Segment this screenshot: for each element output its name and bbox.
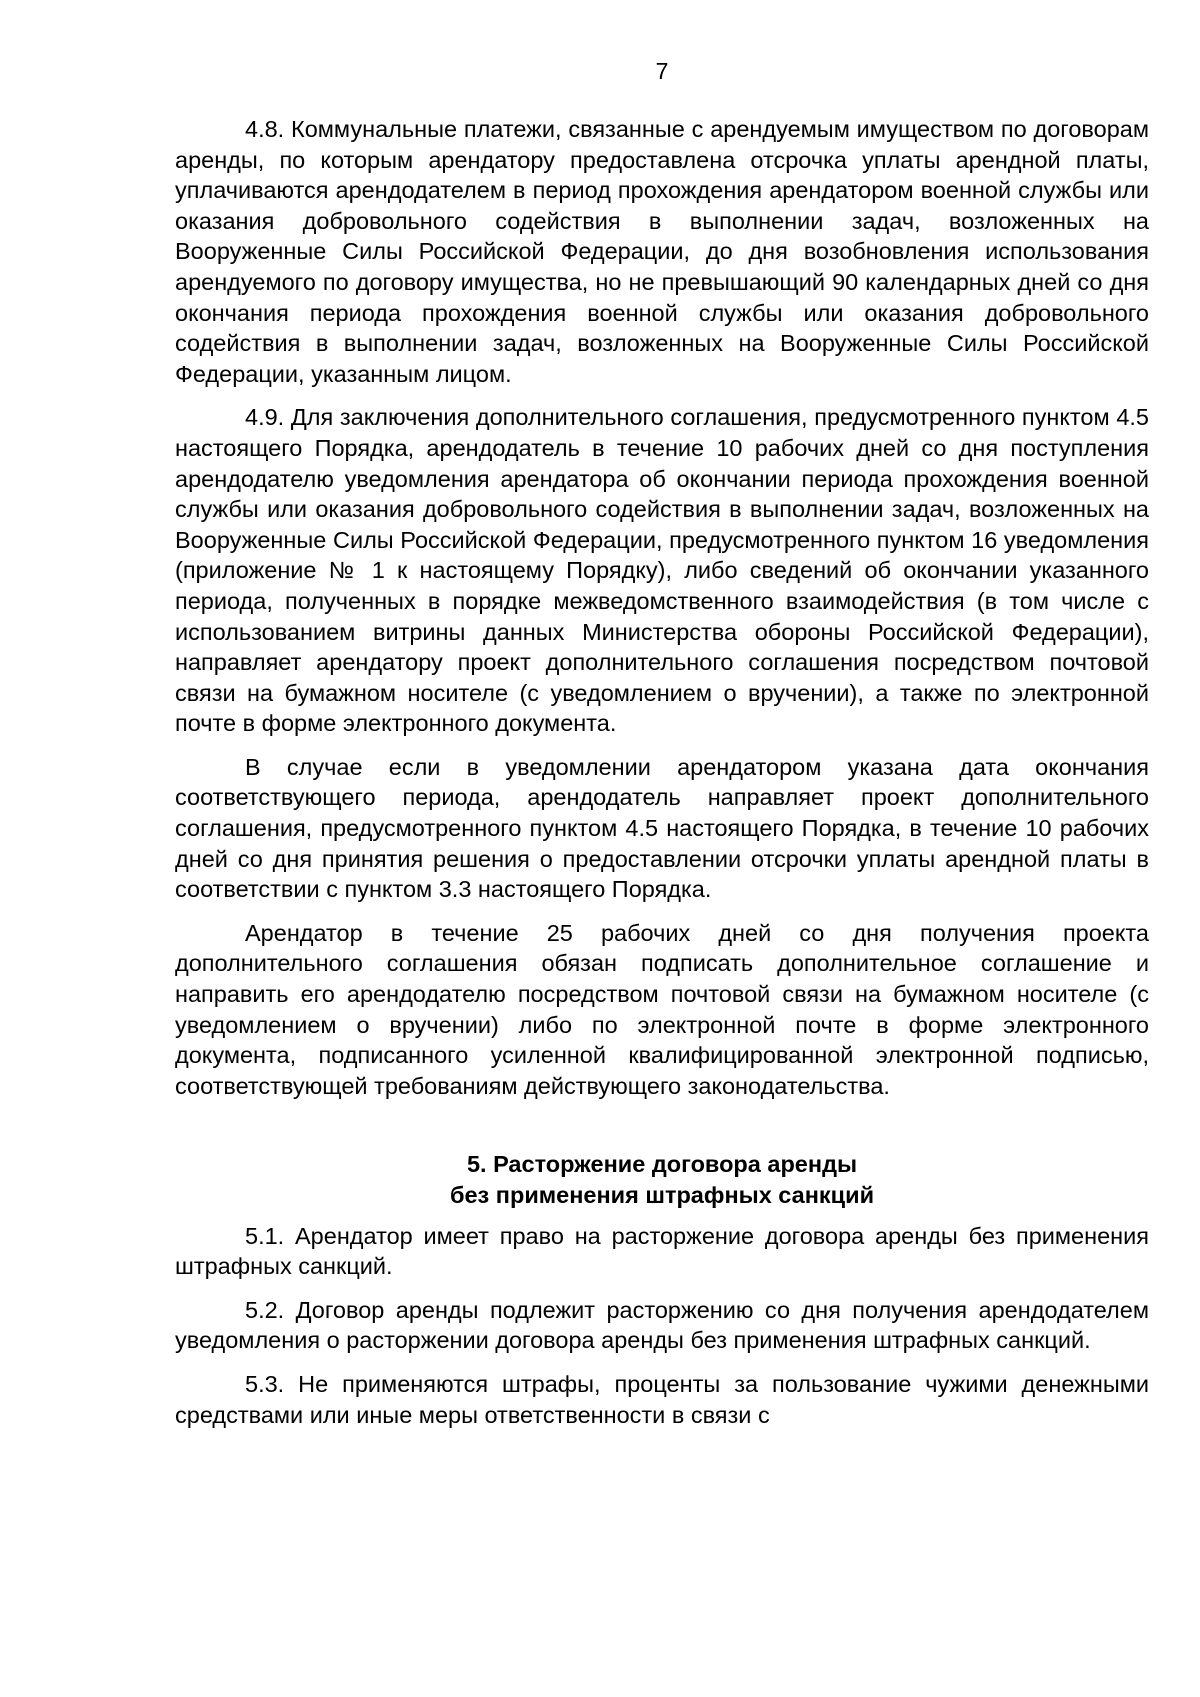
document-body: [175, 114, 1149, 1443]
document-page: [175, 0, 1149, 1697]
paragraph-5-2: 5.2. Договор аренды подлежит расторжению со дня получения арендодателем уведомления о расторжении договора аренды без применения штрафных санкций.: [175, 1296, 1149, 1354]
section-5-heading-line-1: 5. Расторжение договора аренды: [466, 1151, 858, 1178]
section-5-heading: [175, 1149, 1149, 1210]
paragraph-5-3: 5.3. Не применяются штрафы, проценты за пользование чужими денежными средствами или иные меры ответственности в связи с: [175, 1370, 1149, 1428]
paragraph-5-1: 5.1. Арендатор имеет право на расторжение договора аренды без применения штрафных санкций.: [175, 1222, 1149, 1280]
paragraph-4-9-tenant-signing: Арендатор в течение 25 рабочих дней со дня получения проекта дополнительного соглашения обязан подписать дополнительное соглашение и направить его арендодателю посредством почтовой связи на бумажном носителе (с уведомлением о вручении) либо по электронной почте в форме электронного документа, подписанного усиленной квалифицированной электронной подписью, соответствующей требованиям действующего законодательства.: [175, 919, 1149, 1099]
page-number: 7: [655, 58, 669, 84]
section-5-heading-line-2: без применения штрафных санкций: [449, 1182, 875, 1208]
paragraph-4-8: 4.8. Коммунальные платежи, связанные с арендуемым имуществом по договорам аренды, по которым арендатору предоставлена отсрочка уплаты арендной платы, уплачиваются арендодателем в период прохождения арендатором военной службы или оказания добровольного содействия в выполнении задач, возложенных на Вооруженные Силы Российской Федерации, до дня возобновления использования арендуемого по договору имущества, но не превышающий 90 календарных дней со дня окончания периода прохождения военной службы или оказания добровольного содействия в выполнении задач, возложенных на Вооруженные Силы Российской Федерации, указанным лицом.: [175, 116, 1149, 387]
paragraph-4-9: 4.9. Для заключения дополнительного соглашения, предусмотренного пунктом 4.5 настоящего Порядка, арендодатель в течение 10 рабочих дней со дня поступления арендодателю уведомления арендатора об окончании периода прохождения военной службы или оказания добровольного содействия в выполнении задач, возложенных на Вооруженные Силы Российской Федерации, предусмотренного пунктом 16 уведомления (приложение № 1 к настоящему Порядку), либо сведений об окончании указанного периода, полученных в порядке межведомственного взаимодействия (в том числе с использованием витрины данных Министерства обороны Российской Федерации), направляет арендатору проект дополнительного соглашения посредством почтовой связи на бумажном носителе (с уведомлением о вручении), а также по электронной почте в форме электронного документа.: [175, 404, 1149, 737]
paragraph-4-9-notice-date: В случае если в уведомлении арендатором указана дата окончания соответствующего периода, арендодатель направляет проект дополнительного соглашения, предусмотренного пунктом 4.5 настоящего Порядка, в течение 10 рабочих дней со дня принятия решения о предоставлении отсрочки уплаты арендной платы в соответствии с пунктом 3.3 настоящего Порядка.: [175, 753, 1149, 903]
